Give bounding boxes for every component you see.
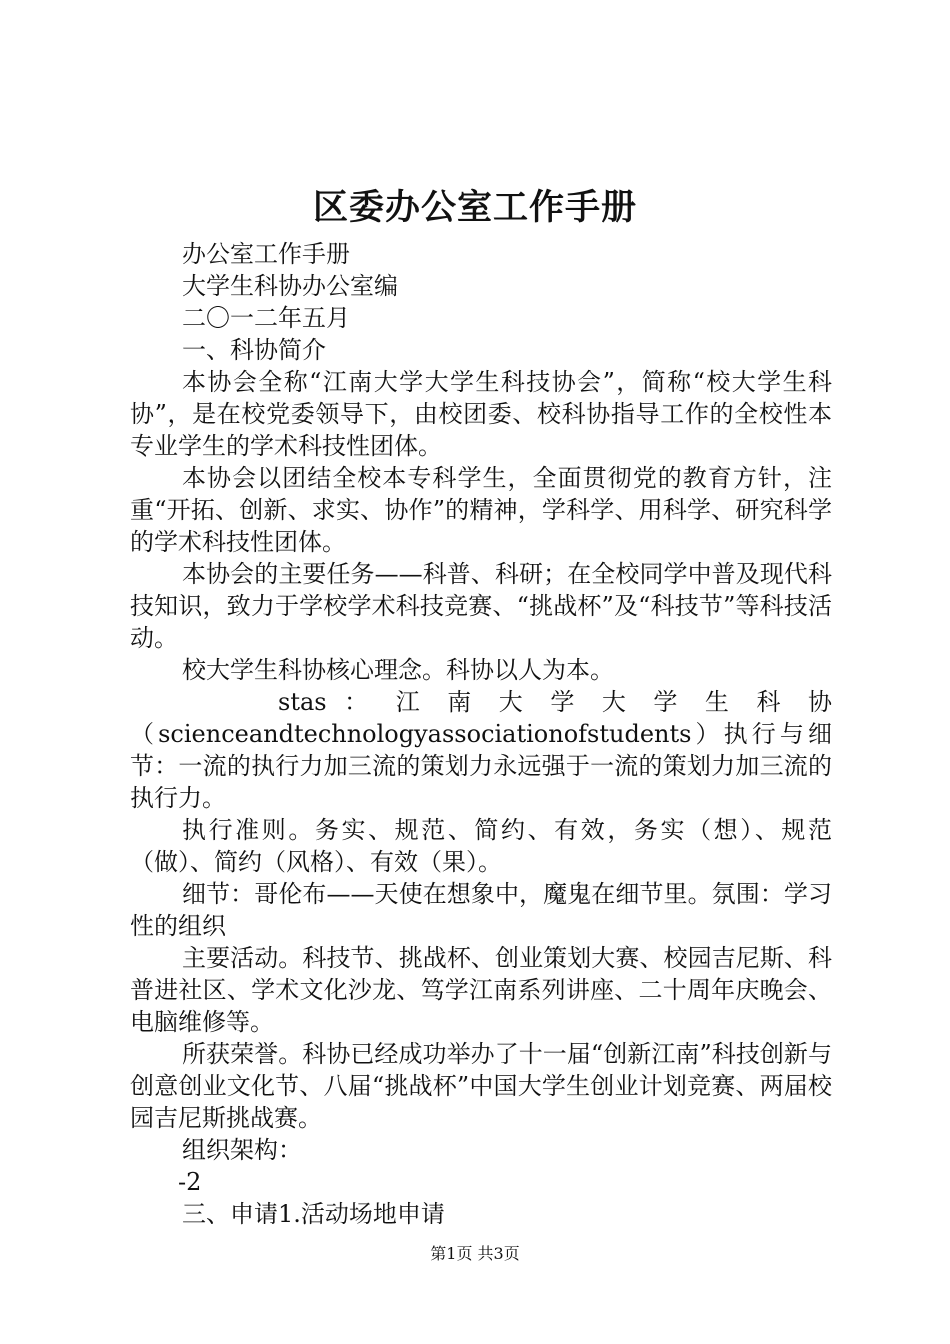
paragraph-date: 二〇一二年五月 [182, 304, 350, 332]
paragraph-tasks: 本协会的主要任务——科普、科研；在全校同学中普及现代科技知识，致力于学校学术科技竞赛、“挑战杯”及“科技节”等科技活动。 [130, 560, 832, 652]
paragraph-stas: stas ： 江 南 大 学 大 学 生 科 协 [278, 688, 832, 716]
paragraph-handbook: 办公室工作手册 [182, 240, 350, 268]
paragraph-organization: 组织架构： [182, 1136, 302, 1164]
paragraph-mission: 本协会以团结全校本专科学生，全面贯彻党的教育方针，注重“开拓、创新、求实、协作”的精神，学科学、用科学、研究科学的学术科技性团体。 [130, 464, 832, 556]
document-title: 区委办公室工作手册 [312, 187, 637, 228]
paragraph-execution-detail: （scienceandtechnologyassociationofstudents）执行与细节：一流的执行力加三流的策划力永远强于一流的策划力加三流的执行力。 [130, 720, 832, 812]
paragraph-number: -2 [178, 1168, 202, 1196]
section-heading-apply: 三、申请1.活动场地申请 [182, 1200, 445, 1228]
section-heading-intro: 一、科协简介 [182, 336, 326, 364]
paragraph-activities: 主要活动。科技节、挑战杯、创业策划大赛、校园吉尼斯、科普进社区、学术文化沙龙、笃学江南系列讲座、二十周年庆晚会、电脑维修等。 [130, 944, 832, 1036]
paragraph-honors: 所获荣誉。科协已经成功举办了十一届“创新江南”科技创新与创意创业文化节、八届“挑战杯”中国大学生创业计划竞赛、两届校园吉尼斯挑战赛。 [130, 1040, 832, 1132]
paragraph-detail-atmosphere: 细节：哥伦布——天使在想象中，魔鬼在细节里。氛围：学习性的组织 [130, 880, 832, 940]
document-body [130, 238, 832, 1230]
paragraph-core-idea: 校大学生科协核心理念。科协以人为本。 [182, 656, 614, 684]
page-footer: 第1页 共3页 [430, 1244, 520, 1263]
paragraph-principles: 执行准则。务实、规范、简约、有效，务实（想）、规范（做）、简约（风格）、有效（果）。 [130, 816, 832, 876]
paragraph-editor: 大学生科协办公室编 [182, 272, 398, 300]
paragraph-full-name: 本协会全称“江南大学大学生科技协会”，简称“校大学生科协”，是在校党委领导下，由校团委、校科协指导工作的全校性本专业学生的学术科技性团体。 [130, 368, 832, 460]
